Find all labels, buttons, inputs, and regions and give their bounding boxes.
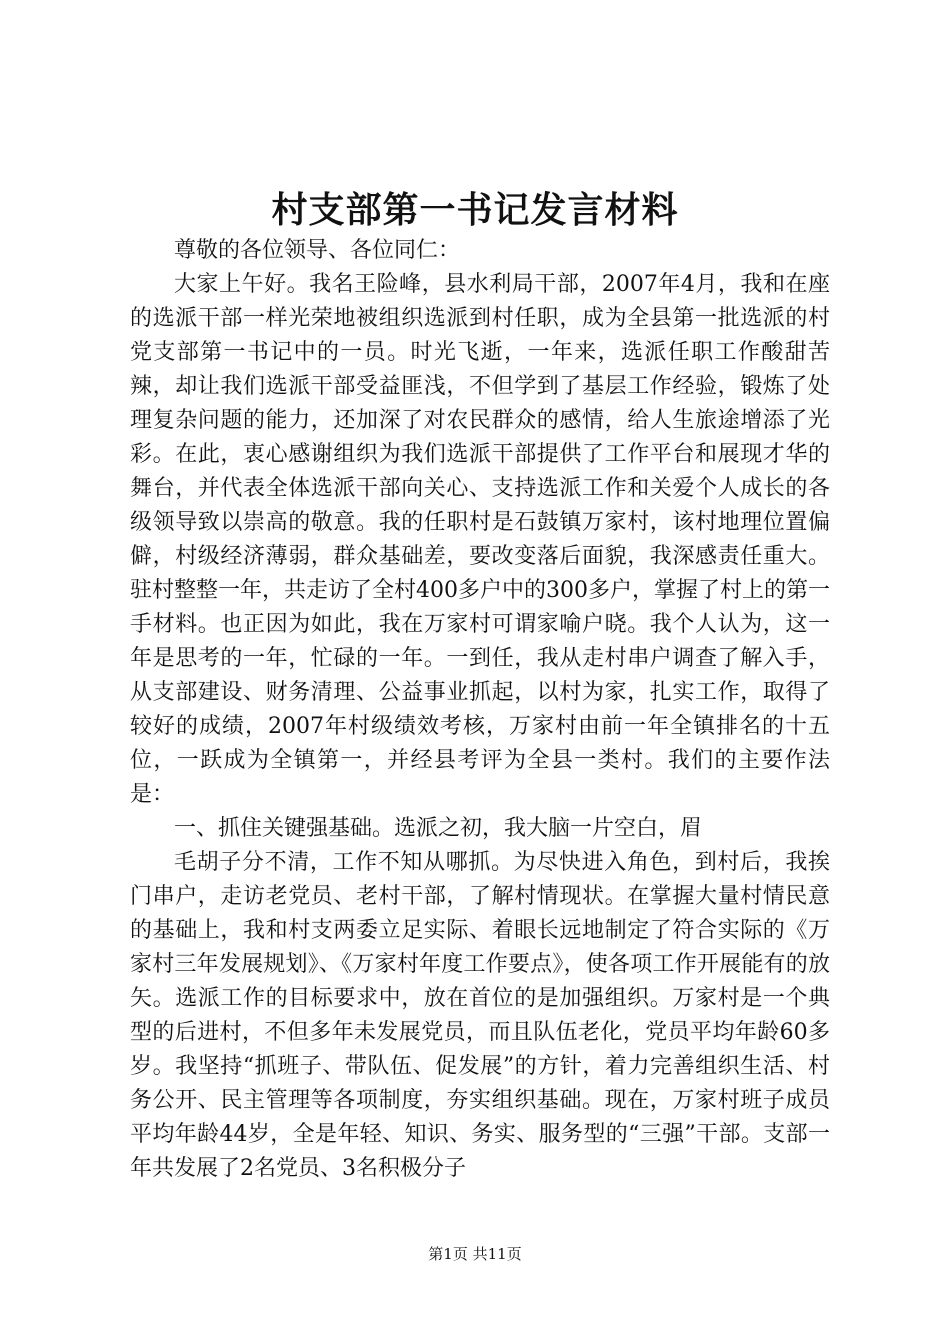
salutation: 尊敬的各位领导、各位同仁：: [174, 238, 461, 263]
section-heading-1: 一、抓住关键强基础。选派之初，我大脑一片空白，眉: [174, 816, 703, 841]
paragraph-intro: 大家上午好。我名王险峰，县水利局干部，2007年4月，我和在座的选派干部一样光荣地被组织选派到村任职，成为全县第一批选派的村党支部第一书记中的一员。时光飞逝，一年来，选派任职工作酸甜苦辣，却让我们选派干部受益匪浅，不但学到了基层工作经验，锻炼了处理复杂问题的能力，还加深了对农民群众的感情，给人生旅途增添了光彩。在此，衷心感谢组织为我们选派干部提供了工作平台和展现才华的舞台，并代表全体选派干部向关心、支持选派工作和关爱个人成长的各级领导致以崇高的敬意。我的任职村是石鼓镇万家村，该村地理位置偏僻，村级经济薄弱，群众基础差，要改变落后面貌，我深感责任重大。驻村整整一年，共走访了全村400多户中的300多户，掌握了村上的第一手材料。也正因为如此，我在万家村可谓家喻户晓。我个人认为，这一年是思考的一年，忙碌的一年。一到任，我从走村串户调查了解入手，从支部建设、财务清理、公益事业抓起，以村为家，扎实工作，取得了较好的成绩，2007年村级绩效考核，万家村由前一年全镇排名的十五位，一跃成为全镇第一，并经县考评为全县一类村。我们的主要作法是：: [130, 272, 830, 807]
paragraph-section-1: 毛胡子分不清，工作不知从哪抓。为尽快进入角色，到村后，我挨门串户，走访老党员、老村干部，了解村情现状。在掌握大量村情民意的基础上，我和村支两委立足实际、着眼长远地制定了符合实际的《万家村三年发展规划》、《万家村年度工作要点》，使各项工作开展能有的放矢。选派工作的目标要求中，放在首位的是加强组织。万家村是一个典型的后进村，不但多年未发展党员，而且队伍老化，党员平均年龄60多岁。我坚持“抓班子、带队伍、促发展”的方针，着力完善组织生活、村务公开、民主管理等各项制度，夯实组织基础。现在，万家村班子成员平均年龄44岁，全是年轻、知识、务实、服务型的“三强”干部。支部一年共发展了2名党员、3名积极分子: [130, 850, 830, 1181]
page-number-footer: 第1页 共11页: [428, 1245, 522, 1263]
document-body: [130, 234, 830, 1186]
document-title: 村支部第一书记发言材料: [271, 189, 679, 231]
